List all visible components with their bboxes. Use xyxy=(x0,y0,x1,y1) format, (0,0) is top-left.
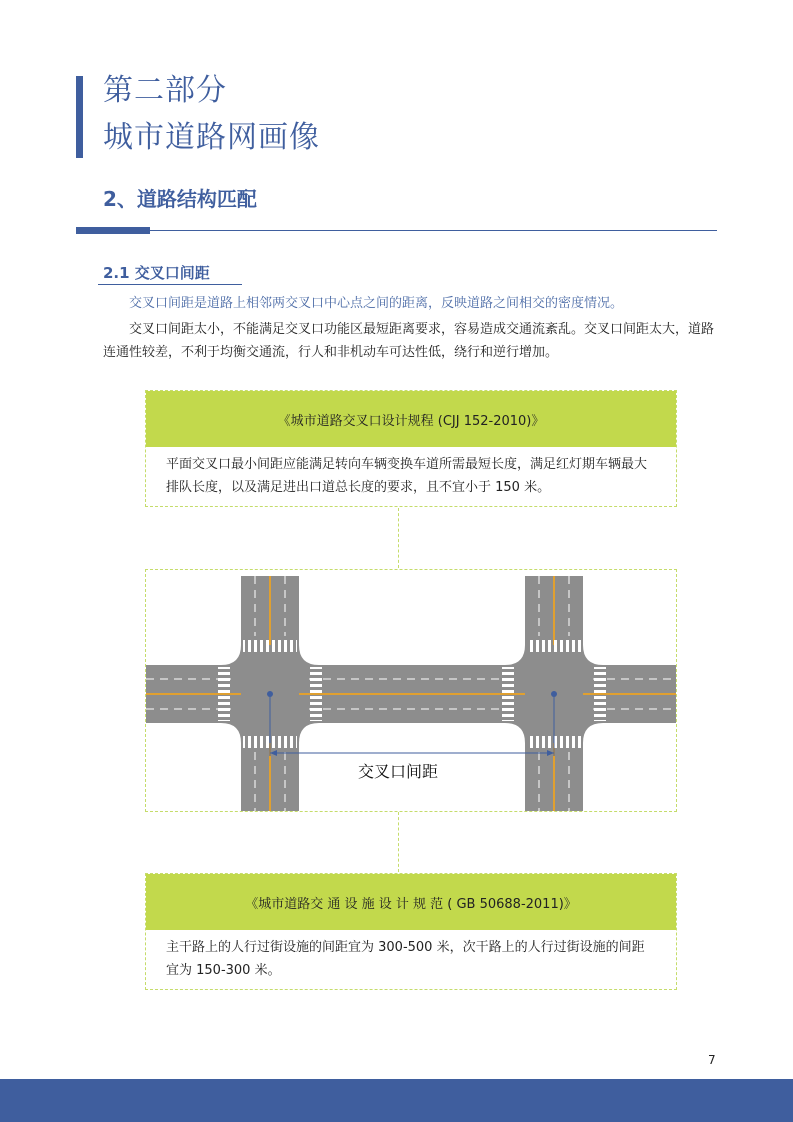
subsection-title: 2.1 交叉口间距 xyxy=(103,264,210,282)
section-rule-accent xyxy=(76,227,150,234)
footer-band xyxy=(0,1079,793,1122)
explanation-paragraph: 交叉口间距太小，不能满足交叉口功能区最短距离要求，容易造成交通流紊乱。交叉口间距太大，道路连通性较差，不利于均衡交通流，行人和非机动车可达性低，绕行和逆行增加。 xyxy=(103,322,715,360)
definition-paragraph: 交叉口间距是道路上相邻两交叉口中心点之间的距离，反映道路之间相交的密度情况。 xyxy=(129,296,624,311)
page-number: 7 xyxy=(708,1053,716,1067)
intersection-spacing-diagram xyxy=(145,569,677,812)
standard-box-cjj xyxy=(145,390,677,507)
standard-box-gb xyxy=(145,873,677,990)
diagram-label: 交叉口间距 xyxy=(358,759,438,782)
section-rule xyxy=(76,230,717,231)
standard-box-gb-heading: 《城市道路交 通 设 施 设 计 规 范 ( GB 50688-2011)》 xyxy=(146,874,676,930)
standard-box-gb-body: 主干路上的人行过街设施的间距宜为 300-500 米，次干路上的人行过街设施的间距宜为 150-300 米。 xyxy=(166,940,645,978)
part-accent-bar xyxy=(76,76,83,158)
subsection-rule xyxy=(98,284,242,285)
part-number: 第二部分 xyxy=(103,73,227,108)
connector-line-top xyxy=(398,508,399,568)
standard-box-cjj-heading: 《城市道路交叉口设计规程 (CJJ 152-2010)》 xyxy=(146,391,676,447)
part-title: 城市道路网画像 xyxy=(103,120,320,155)
connector-line-bottom xyxy=(398,812,399,872)
standard-box-cjj-body: 平面交叉口最小间距应能满足转向车辆变换车道所需最短长度，满足红灯期车辆最大排队长度，以及满足进出口道总长度的要求，且不宜小于 150 米。 xyxy=(166,457,648,495)
section-title: 2、道路结构匹配 xyxy=(103,187,257,211)
